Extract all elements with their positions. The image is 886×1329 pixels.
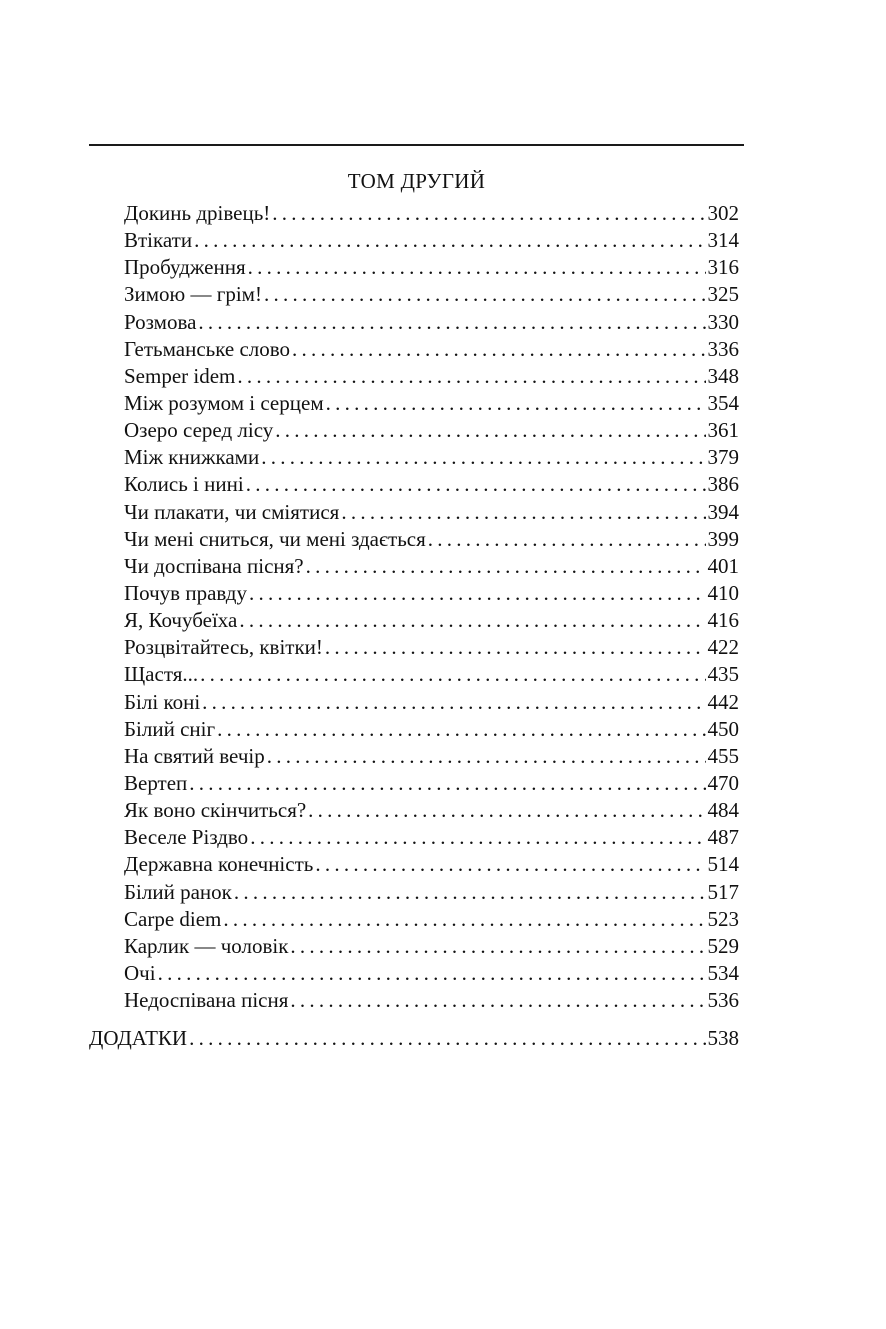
toc-entry-page: 401	[707, 553, 739, 578]
toc-entry-title: Пробудження	[124, 255, 246, 280]
toc-entry-title: Чи мені сниться, чи мені здається	[124, 526, 426, 551]
toc-entry-page: 386	[707, 472, 739, 497]
toc-entry	[124, 824, 739, 851]
toc-entry	[124, 363, 739, 390]
toc-entry-title: Щастя...	[124, 662, 199, 687]
toc-entry-page: 348	[707, 363, 739, 388]
toc-entry-page: 536	[707, 988, 739, 1013]
table-of-contents	[124, 200, 739, 1014]
toc-entry	[124, 417, 739, 444]
dot-leader	[315, 851, 705, 878]
dot-leader	[292, 336, 705, 363]
toc-entry-page: 394	[707, 499, 739, 524]
toc-entry-title: Білий ранок	[124, 879, 232, 904]
toc-entry-page: 517	[707, 879, 739, 904]
toc-entry	[124, 499, 739, 526]
dot-leader	[249, 580, 706, 607]
toc-entry-title: Веселе Різдво	[124, 825, 249, 850]
toc-entry-title: Докинь дрівець!	[124, 201, 271, 225]
toc-entry-title: Втікати	[124, 228, 193, 253]
toc-entry-title: Очі	[124, 960, 156, 985]
dot-leader	[326, 390, 706, 417]
dot-leader	[250, 824, 705, 851]
toc-entry-page: 435	[707, 662, 739, 687]
toc-entry	[124, 553, 739, 580]
dot-leader	[248, 254, 706, 281]
toc-entry-page: 361	[707, 418, 739, 443]
toc-entry	[124, 336, 739, 363]
dot-leader	[223, 906, 705, 933]
toc-entry	[124, 444, 739, 471]
toc-entry-page: 523	[707, 906, 739, 931]
toc-entry	[124, 743, 739, 770]
toc-entry-page: 354	[707, 390, 739, 415]
toc-entry	[124, 309, 739, 336]
toc-entry	[124, 879, 739, 906]
dot-leader	[272, 200, 705, 227]
toc-entry-title: Розцвітайтесь, квітки!	[124, 635, 323, 660]
toc-entry-title: Semper idem	[124, 363, 236, 388]
dot-leader	[290, 987, 705, 1014]
dot-leader	[189, 770, 705, 797]
toc-entry	[124, 634, 739, 661]
toc-entry-title: Озеро серед лісу	[124, 418, 274, 443]
toc-entry-page: 455	[707, 743, 739, 768]
toc-entry-page: 487	[707, 825, 739, 850]
toc-entry-title: Державна конечність	[124, 852, 314, 877]
toc-entry-page: 442	[707, 689, 739, 714]
dot-leader	[158, 960, 706, 987]
dot-leader	[428, 526, 706, 553]
toc-entry	[124, 797, 739, 824]
toc-entry-page: 422	[707, 635, 739, 660]
dot-leader	[237, 363, 705, 390]
toc-entry-title: Білі коні	[124, 689, 201, 714]
toc-entry-title: Чи доспівана пісня?	[124, 553, 304, 578]
toc-entry	[124, 661, 739, 688]
toc-entry-page: 325	[707, 282, 739, 307]
dot-leader	[341, 499, 705, 526]
toc-entry	[124, 716, 739, 743]
toc-entry	[124, 254, 739, 281]
toc-entry	[124, 770, 739, 797]
toc-entry-title: Між розумом і серцем	[124, 390, 324, 415]
toc-entry	[124, 526, 739, 553]
dot-leader	[194, 227, 705, 254]
dot-leader	[325, 634, 706, 661]
toc-entry-title: Почув правду	[124, 580, 247, 605]
toc-entry-page: 470	[707, 770, 739, 795]
toc-entry	[124, 580, 739, 607]
appendix-title: ДОДАТКИ	[89, 1026, 188, 1050]
toc-entry-title: Я, Кочубеїха	[124, 608, 238, 633]
toc-entry	[124, 281, 739, 308]
dot-leader	[264, 281, 706, 308]
toc-entry-title: Між книжками	[124, 445, 260, 470]
dot-leader	[234, 879, 706, 906]
toc-entry-title: На святий вечір	[124, 743, 265, 768]
toc-entry-title: Колись і нині	[124, 472, 244, 497]
toc-entry-page: 410	[707, 580, 739, 605]
toc-entry	[124, 906, 739, 933]
toc-entry-title: Розмова	[124, 309, 197, 334]
dot-leader	[275, 417, 705, 444]
toc-entry-page: 514	[707, 852, 739, 877]
toc-entry-page: 379	[707, 445, 739, 470]
toc-entry-page: 450	[707, 716, 739, 741]
toc-entry-title: Білий сніг	[124, 716, 216, 741]
appendix-page: 538	[707, 1026, 739, 1050]
toc-entry-title: Карлик — чоловік	[124, 933, 289, 958]
dot-leader	[267, 743, 706, 770]
toc-appendix-entry	[89, 1025, 739, 1052]
toc-entry	[124, 390, 739, 417]
toc-entry-title: Зимою — грім!	[124, 282, 262, 307]
toc-entry-page: 399	[707, 526, 739, 551]
toc-entry-page: 529	[707, 933, 739, 958]
toc-entry-page: 316	[707, 255, 739, 280]
dot-leader	[261, 444, 705, 471]
dot-leader	[308, 797, 705, 824]
toc-entry	[124, 200, 739, 227]
toc-entry-page: 314	[707, 228, 739, 253]
dot-leader	[202, 689, 705, 716]
toc-entry	[124, 987, 739, 1014]
toc-entry-page: 302	[707, 201, 739, 225]
toc-entry-page: 534	[707, 960, 739, 985]
toc-entry-page: 416	[707, 608, 739, 633]
dot-leader	[200, 661, 705, 688]
dot-leader	[198, 309, 705, 336]
toc-entry-title: Вертеп	[124, 770, 188, 795]
toc-entry-title: Як воно скінчиться?	[124, 798, 307, 823]
toc-entry-page: 330	[707, 309, 739, 334]
toc-entry-page: 336	[707, 336, 739, 361]
toc-entry	[124, 960, 739, 987]
dot-leader	[246, 471, 706, 498]
toc-entry-title: Недоспівана пісня	[124, 988, 289, 1013]
toc-entry	[124, 851, 739, 878]
toc-entry	[124, 689, 739, 716]
dot-leader	[189, 1025, 705, 1052]
toc-entry-title: Чи плакати, чи сміятися	[124, 499, 340, 524]
toc-entry	[124, 227, 739, 254]
toc-entry-page: 484	[707, 798, 739, 823]
toc-entry	[124, 607, 739, 634]
toc-entry	[124, 471, 739, 498]
dot-leader	[290, 933, 705, 960]
toc-entry-title: Carpe diem	[124, 906, 222, 931]
section-title: ТОМ ДРУГИЙ	[347, 169, 486, 193]
dot-leader	[239, 607, 705, 634]
toc-entry	[124, 933, 739, 960]
dot-leader	[217, 716, 705, 743]
header-rule	[89, 144, 744, 146]
toc-entry-title: Гетьманське слово	[124, 336, 291, 361]
dot-leader	[306, 553, 706, 580]
